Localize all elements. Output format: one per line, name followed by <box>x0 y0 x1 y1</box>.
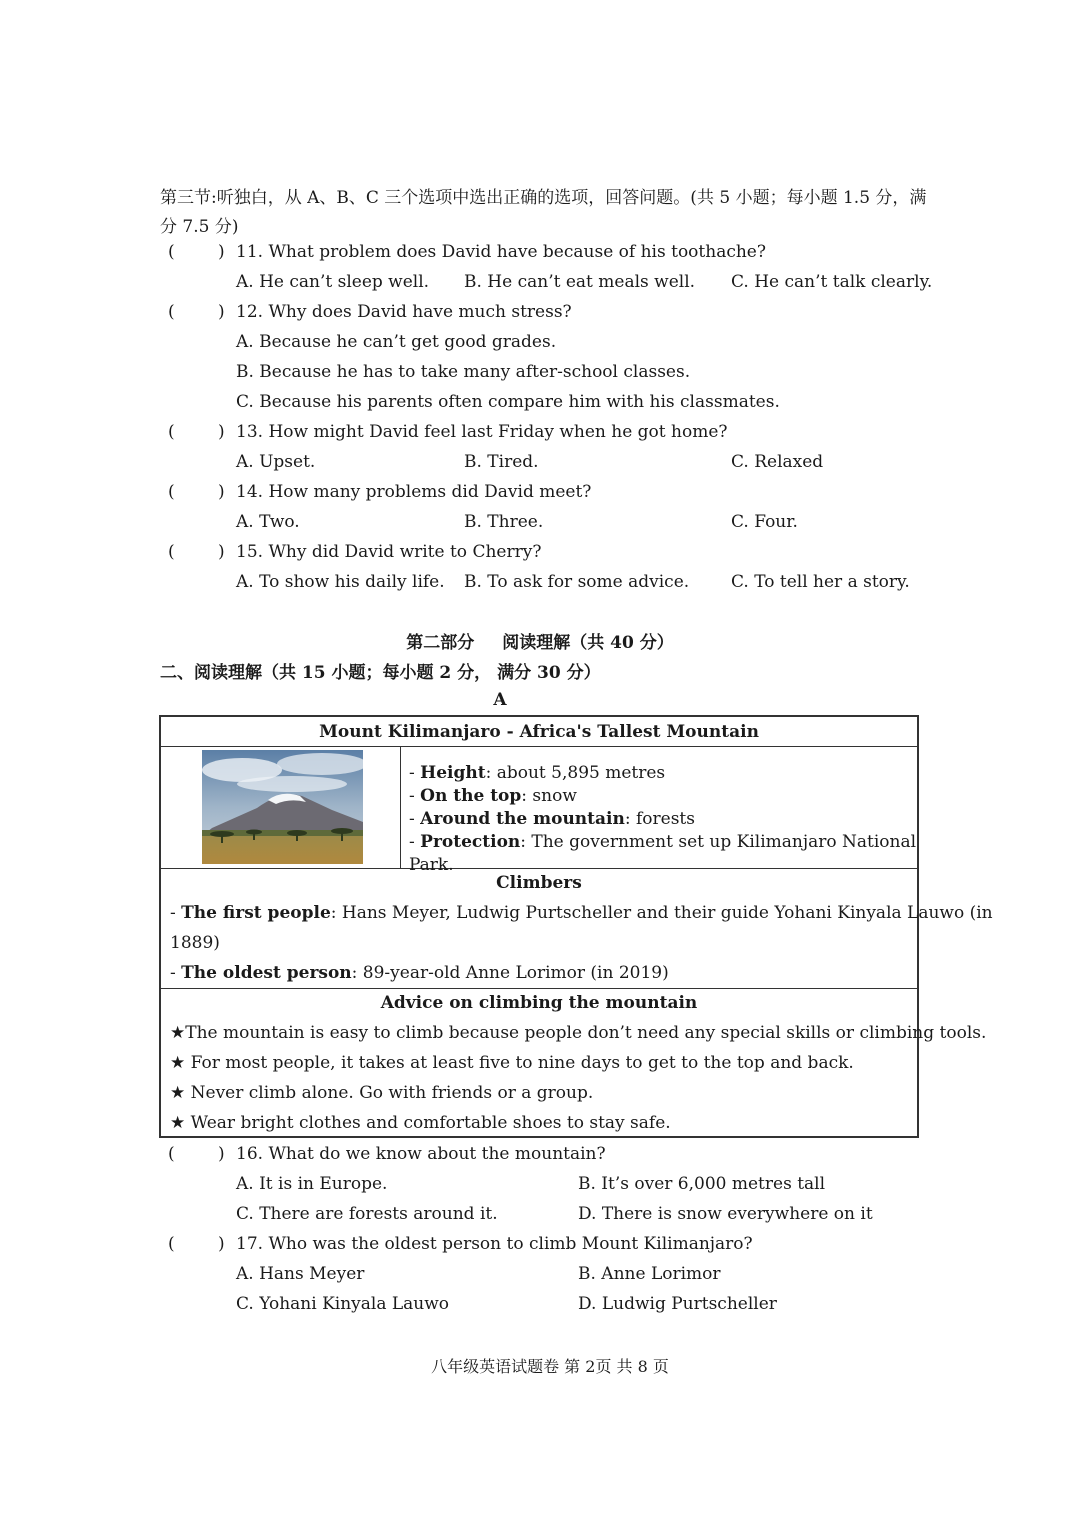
advice-item: ★ For most people, it takes at least five to nine days to get to the top and back. <box>170 1053 854 1073</box>
oldest-label: The oldest person <box>181 963 352 983</box>
table-title: Mount Kilimanjaro - Africa's Tallest Mountain <box>161 717 917 747</box>
fact-value: : about 5,895 metres <box>485 763 666 783</box>
option-a: A. Two. <box>236 512 300 532</box>
paren-close: ) <box>218 482 225 502</box>
paren-open: ( <box>168 1144 175 1164</box>
paren-open: ( <box>168 482 175 502</box>
paren-close: ) <box>218 542 225 562</box>
option-d: D. Ludwig Purtscheller <box>578 1294 777 1314</box>
option-b: B. Tired. <box>464 452 539 472</box>
climbers-row <box>161 869 993 989</box>
option-a: A. Hans Meyer <box>236 1264 365 1284</box>
option-c: C. To tell her a story. <box>731 572 910 592</box>
option-b: B. Three. <box>464 512 544 532</box>
paren-close: ) <box>218 242 225 262</box>
option-a: A. Upset. <box>236 452 316 472</box>
first-label: The first people <box>181 903 331 923</box>
option-c: C. There are forests around it. <box>236 1204 498 1224</box>
advice-title: Advice on climbing the mountain <box>380 993 698 1013</box>
question-11: 11. What problem does David have because of his toothache? <box>236 242 766 262</box>
question-15: 15. Why did David write to Cherry? <box>236 542 542 562</box>
option-c: C. Because his parents often compare him with his classmates. <box>236 392 780 412</box>
section-heading: 第三节:听独白，从 A、B、C 三个选项中选出正确的选项，回答问题。(共 5 小题；每小题 1.5 分，满分 7.5 分) <box>160 188 927 237</box>
page-footer: 八年级英语试题卷 第 2页 共 8 页 <box>431 1357 669 1376</box>
option-c: C. He can’t talk clearly. <box>731 272 933 292</box>
paren-open: ( <box>168 542 175 562</box>
advice-item: ★The mountain is easy to climb because people don’t need any special skills or climbing tools. <box>170 1023 987 1043</box>
question-17: 17. Who was the oldest person to climb Mount Kilimanjaro? <box>236 1234 753 1254</box>
first-people-cont: 1889) <box>170 933 220 953</box>
option-a: A. To show his daily life. <box>236 572 445 592</box>
fact-value: : forests <box>624 809 695 829</box>
option-d: D. There is snow everywhere on it <box>578 1204 873 1224</box>
option-b: B. Because he has to take many after-school classes. <box>236 362 691 382</box>
paren-open: ( <box>168 242 175 262</box>
option-c: C. Relaxed <box>731 452 824 472</box>
option-a: A. He can’t sleep well. <box>236 272 430 292</box>
option-c: C. Four. <box>731 512 798 532</box>
first-value: : Hans Meyer, Ludwig Purtscheller and their guide Yohani Kinyala Lauwo (in <box>330 903 993 923</box>
part-title <box>0 628 1080 653</box>
fact-label: Around the mountain <box>420 809 625 829</box>
part-number: 第二部分 <box>406 633 475 653</box>
image-cell <box>161 747 401 868</box>
paren-close: ) <box>218 422 225 442</box>
paren-close: ) <box>218 1144 225 1164</box>
advice-item: ★ Wear bright clothes and comfortable shoes to stay safe. <box>170 1113 671 1133</box>
paren-open: ( <box>168 1234 175 1254</box>
question-13: 13. How might David feel last Friday when he got home? <box>236 422 728 442</box>
info-table <box>159 715 993 1138</box>
mountain-photo <box>202 750 363 864</box>
paren-open: ( <box>168 422 175 442</box>
fact-top: - On the top: snow <box>409 786 577 806</box>
oldest-value: : 89-year-old Anne Lorimor (in 2019) <box>351 963 669 983</box>
option-a: A. It is in Europe. <box>236 1174 388 1194</box>
passage-letter: A <box>493 690 507 710</box>
option-b: B. It’s over 6,000 metres tall <box>578 1174 826 1194</box>
fact-label: On the top <box>420 786 522 806</box>
fact-value: : snow <box>521 786 577 806</box>
question-16: 16. What do we know about the mountain? <box>236 1144 606 1164</box>
option-a: A. Because he can’t get good grades. <box>236 332 557 352</box>
climbers-title: Climbers <box>496 873 582 893</box>
option-c: C. Yohani Kinyala Lauwo <box>236 1294 450 1314</box>
paren-close: ) <box>218 302 225 322</box>
paren-open: ( <box>168 302 175 322</box>
reading-subheading: 二、阅读理解（共 15 小题；每小题 2 分， 满分 30 分） <box>160 663 601 683</box>
option-b: B. To ask for some advice. <box>464 572 690 592</box>
advice-row <box>161 989 987 1138</box>
paren-close: ) <box>218 1234 225 1254</box>
oldest-person: - The oldest person: 89-year-old Anne Lorimor (in 2019) <box>170 963 669 983</box>
question-14: 14. How many problems did David meet? <box>236 482 592 502</box>
facts-row <box>161 747 917 875</box>
part-name: 阅读理解（共 40 分） <box>502 633 674 653</box>
option-b: B. He can’t eat meals well. <box>464 272 696 292</box>
fact-around: - Around the mountain: forests <box>409 809 695 829</box>
advice-item: ★ Never climb alone. Go with friends or a group. <box>170 1083 594 1103</box>
fact-height: - Height: about 5,895 metres <box>409 763 666 783</box>
fact-label: Height <box>420 763 486 783</box>
facts-list <box>409 762 917 877</box>
option-b: B. Anne Lorimor <box>578 1264 721 1284</box>
question-12: 12. Why does David have much stress? <box>236 302 572 322</box>
fact-value: : The government set up Kilimanjaro National Park. <box>409 832 917 875</box>
first-people: - The first people: Hans Meyer, Ludwig Purtscheller and their guide Yohani Kinyala Lauwo (in <box>170 903 993 923</box>
fact-label: Protection <box>420 832 521 852</box>
fact-protection: - Protection: The government set up Kilimanjaro National Park. <box>409 832 917 875</box>
